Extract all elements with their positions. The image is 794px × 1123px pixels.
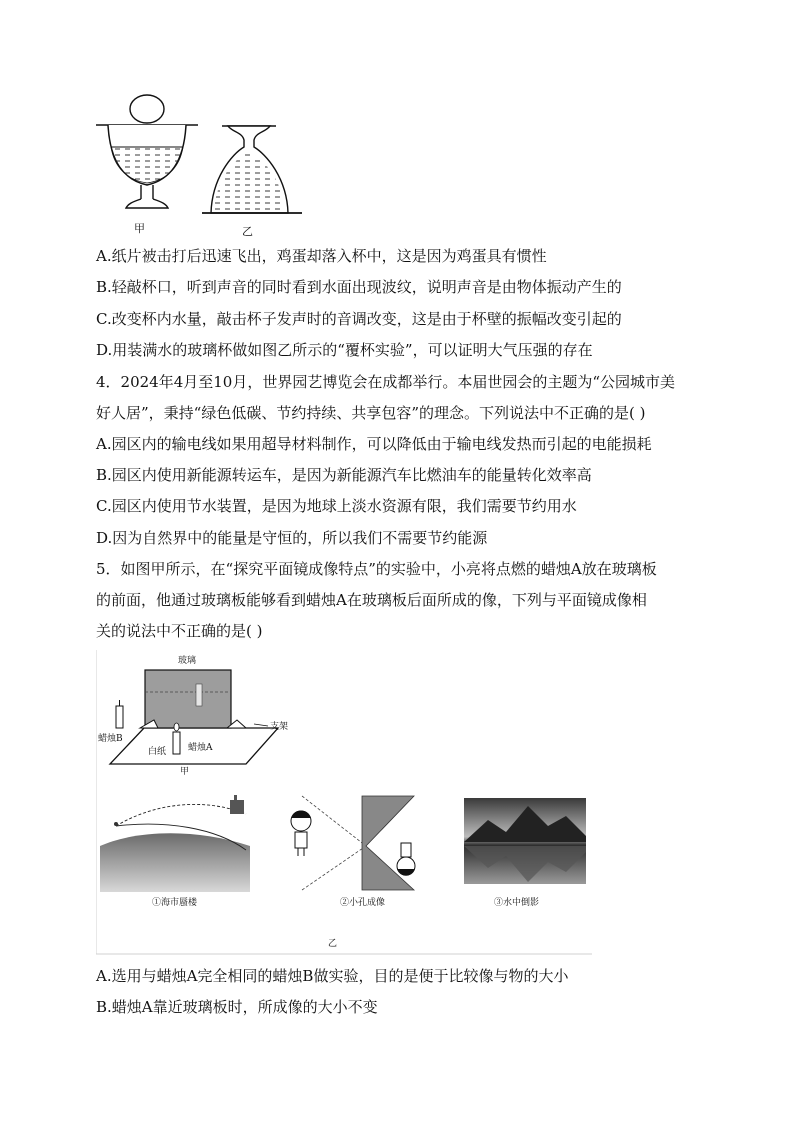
caption-mirage: ①海市蜃楼: [152, 898, 198, 908]
q5-stem-line2: 的前面，他通过玻璃板能够看到蜡烛A在玻璃板后面所成的像，下列与平面镜成像相: [96, 591, 647, 609]
q5-stem-line1: 5．如图甲所示，在“探究平面镜成像特点”的实验中，小亮将点燃的蜡烛A放在玻璃板: [96, 560, 657, 578]
pinhole-illustration: [291, 796, 415, 908]
mirage-illustration: [100, 795, 250, 908]
water-reflection-illustration: [464, 798, 586, 908]
label-candle-a: 蜡烛A: [188, 743, 213, 753]
q3-option-c: C.改变杯内水量，敲击杯子发声时的音调改变，这是由于杯壁的振幅改变引起的: [96, 310, 622, 328]
figure-cups: [94, 92, 310, 238]
glass-plate: [145, 670, 231, 728]
caption-reflection: ③水中倒影: [494, 898, 540, 908]
label-candle-b: 蜡烛B: [98, 734, 123, 744]
figure1-label-yi: 乙: [242, 225, 253, 238]
label-stand: 支架: [270, 722, 289, 732]
candle-b: [116, 706, 123, 728]
label-yi: 乙: [328, 939, 338, 949]
egg: [130, 95, 164, 123]
caption-pinhole: ②小孔成像: [340, 898, 386, 908]
q3-option-a: A.纸片被击打后迅速飞出，鸡蛋却落入杯中，这是因为鸡蛋具有惯性: [96, 247, 547, 265]
label-paper: 白纸: [148, 747, 167, 757]
q5-option-b: B.蜡烛A靠近玻璃板时，所成像的大小不变: [96, 998, 378, 1016]
label-jia: 甲: [180, 767, 190, 777]
q4-option-c: C.园区内使用节水装置，是因为地球上淡水资源有限，我们需要节约用水: [96, 497, 577, 515]
figure1-label-jia: 甲: [134, 222, 145, 235]
q5-stem-line3: 关的说法中不正确的是( ): [96, 622, 263, 640]
figure-plane-mirror: [96, 650, 592, 956]
q4-option-a: A.园区内的输电线如果用超导材料制作，可以降低由于输电线发热而引起的电能损耗: [96, 435, 652, 453]
q4-stem-line2: 好人居”，秉持“绿色低碳、节约持续、共享包容”的理念。下列说法中不正确的是( ): [96, 404, 646, 422]
goblet-jia: [96, 95, 198, 208]
q3-option-b: B.轻敲杯口，听到声音的同时看到水面出现波纹，说明声音是由物体振动产生的: [96, 278, 622, 296]
candle-a: [173, 732, 180, 754]
label-glass: 玻璃: [178, 656, 197, 666]
q4-option-b: B.园区内使用新能源转运车，是因为新能源汽车比燃油车的能量转化效率高: [96, 466, 592, 484]
q4-stem-line1: 4．2024年4月至10月，世界园艺博览会在成都举行。本届世园会的主题为“公园城市美: [96, 373, 676, 391]
q3-option-d: D.用装满水的玻璃杯做如图乙所示的“覆杯实验”，可以证明大气压强的存在: [96, 341, 593, 359]
q4-option-d: D.因为自然界中的能量是守恒的，所以我们不需要节约能源: [96, 529, 488, 547]
inverted-cup-yi: [202, 126, 302, 213]
mirror-setup-jia: [98, 654, 288, 777]
q5-option-a: A.选用与蜡烛A完全相同的蜡烛B做实验，目的是便于比较像与物的大小: [96, 967, 569, 985]
